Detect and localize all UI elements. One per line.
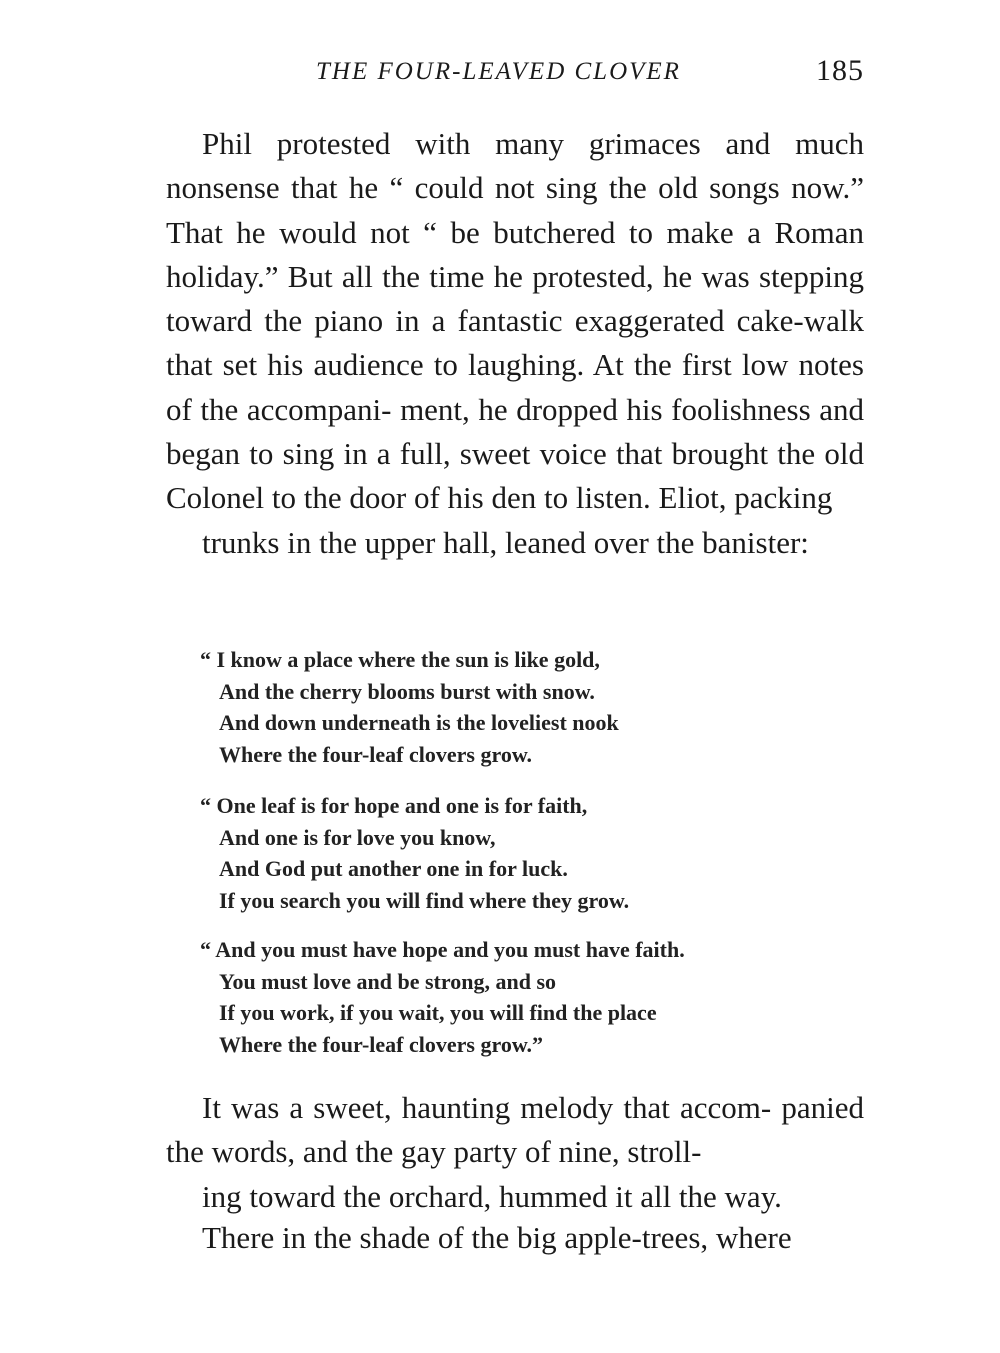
text-line: Phil protested with many grimaces and much [202,126,864,161]
text-line: nonsense that he “ could not sing the old songs [166,170,780,206]
verse-line: And the cherry blooms burst with snow. [219,678,595,704]
verse-line: And God put another one in for luck. [219,856,568,881]
page-number: 185 [816,54,864,87]
text-line: exaggerated cake-walk that set his audience to [166,303,864,383]
verse-line: And down underneath is the loveliest nook [219,710,619,735]
running-head [166,54,864,98]
song-stanza-1 [200,644,840,770]
text-line: It was a sweet, haunting melody that accom- [202,1090,772,1125]
verse-line: Where the four-leaf clovers grow. [219,741,533,767]
text-line: a Roman holiday.” But all the time he protested, [166,214,864,294]
verse-line: And one is for love you know, [219,824,496,850]
verse-line: “ And you must have hope and you must have faith. [200,937,685,962]
verse-line: “ I know a place where the sun is like gold, [200,647,600,672]
text-line: to the door of his den to listen. Eliot, packing [271,480,833,516]
text-line: panied the words, and the gay party of nine, stroll- [166,1090,864,1170]
text-line: now.” That he would not “ be butchered to make [166,170,864,250]
text-line: There in the shade of the big apple-trees, where [202,1220,792,1255]
text-line: trunks in the upper hall, leaned over the banister: [202,524,809,560]
text-line: ment, he dropped his foolishness and began to sing [166,391,865,472]
verse-line: You must love and be strong, and so [219,968,557,994]
text-line: in a full, sweet voice that brought the old Colonel [166,436,864,516]
text-line: laughing. At the first low notes of the accompani- [166,347,864,427]
song-stanza-2 [200,790,840,916]
song-stanza-3 [200,934,840,1060]
paragraph-phil-protested [166,122,864,565]
paragraph-apple-trees [166,1216,864,1260]
paragraph-sweet-melody [166,1086,864,1219]
verse-line: Where the four-leaf clovers grow.” [219,1031,544,1057]
verse-line: If you work, if you wait, you will find the place [219,1000,657,1025]
verse-line: If you search you will find where they grow. [219,887,630,913]
verse-line: “ One leaf is for hope and one is for faith, [200,793,588,818]
text-line: ing toward the orchard, hummed it all the way. [202,1178,782,1214]
text-line: he was stepping toward the piano in a fantastic [166,258,865,339]
running-title: THE FOUR-LEAVED CLOVER [316,58,681,85]
